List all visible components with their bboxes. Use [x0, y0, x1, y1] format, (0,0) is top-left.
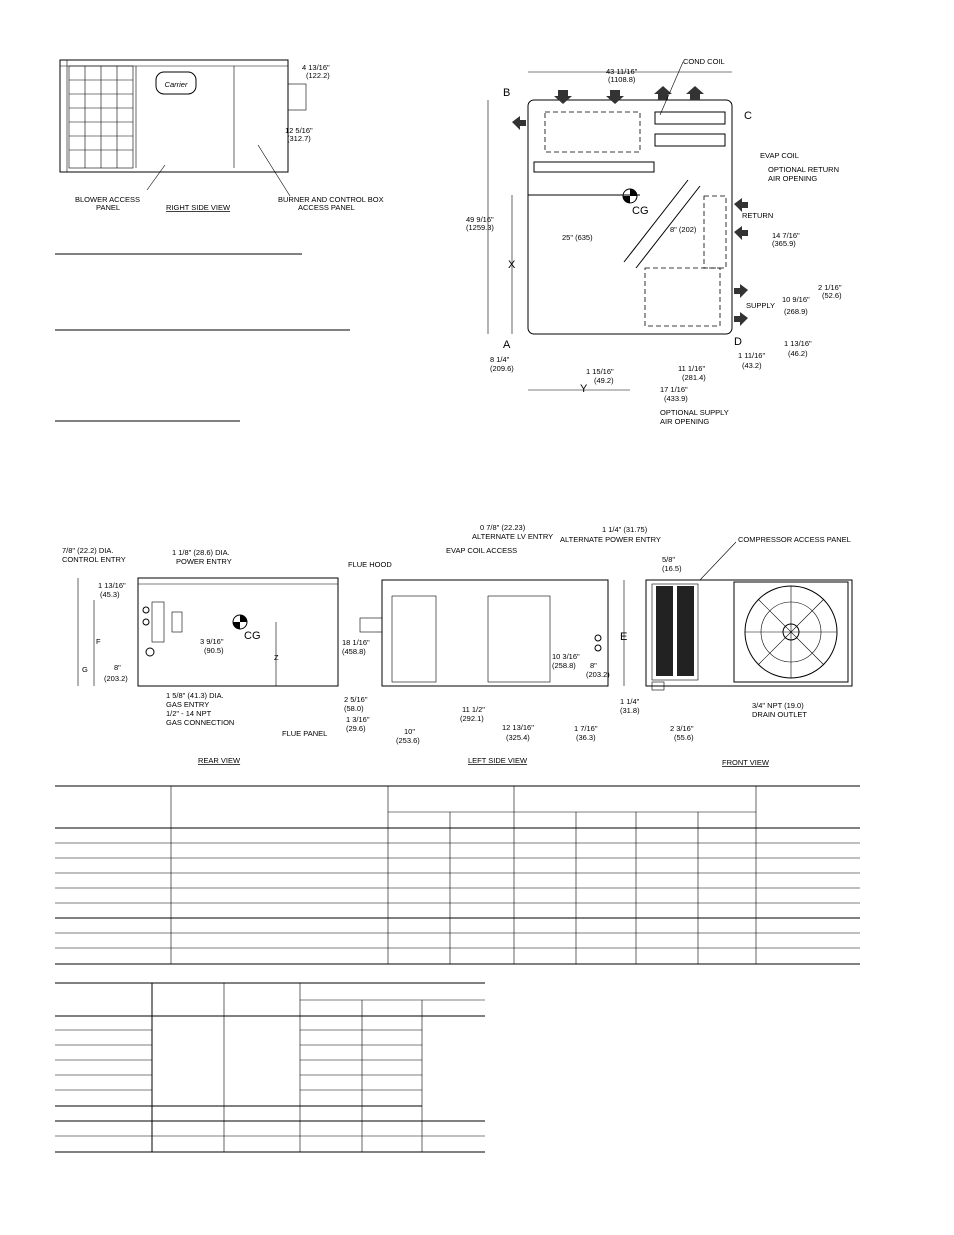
svg-text:(16.5): (16.5) — [662, 564, 682, 573]
svg-text:(433.9): (433.9) — [664, 394, 688, 403]
svg-text:F: F — [96, 637, 101, 646]
svg-text:GAS ENTRY: GAS ENTRY — [166, 700, 210, 709]
svg-text:1 11/16": 1 11/16" — [738, 351, 766, 360]
svg-text:(365.9): (365.9) — [772, 239, 796, 248]
rear-unit-outline — [138, 578, 338, 686]
rear-view-title: REAR VIEW — [198, 756, 241, 765]
blower-access-label: BLOWER ACCESS — [75, 195, 141, 204]
svg-text:0 7/8" (22.23): 0 7/8" (22.23) — [480, 523, 526, 532]
svg-text:(43.2): (43.2) — [742, 361, 762, 370]
svg-text:(49.2): (49.2) — [594, 376, 614, 385]
supply-arrow — [734, 312, 748, 326]
svg-text:X: X — [508, 259, 516, 271]
svg-text:11 1/2": 11 1/2" — [462, 705, 485, 714]
svg-text:7/8" (22.2) DIA.: 7/8" (22.2) DIA. — [62, 546, 114, 555]
svg-text:(253.6): (253.6) — [396, 736, 420, 745]
svg-text:8": 8" — [590, 661, 597, 670]
svg-text:GAS CONNECTION: GAS CONNECTION — [166, 718, 235, 727]
svg-text:10": 10" — [404, 727, 416, 736]
cond-coil-label: COND COIL — [683, 57, 725, 66]
cond-coil-side — [534, 162, 654, 172]
burner-access-label: BURNER AND CONTROL BOX — [278, 195, 384, 204]
svg-text:(258.8): (258.8) — [552, 661, 576, 670]
optional-supply-opening — [645, 268, 720, 326]
right-side-grille — [69, 66, 133, 168]
svg-text:1 1/8" (28.6) DIA.: 1 1/8" (28.6) DIA. — [172, 548, 230, 557]
svg-text:(203.2): (203.2) — [586, 670, 610, 679]
svg-text:8": 8" — [114, 663, 121, 672]
top-fan-outline — [545, 112, 640, 152]
svg-text:2 1/16": 2 1/16" — [818, 283, 842, 292]
optional-return-opening — [704, 196, 726, 268]
svg-text:3 9/16": 3 9/16" — [200, 637, 224, 646]
svg-text:11 1/16": 11 1/16" — [678, 364, 706, 373]
svg-text:(45.3): (45.3) — [100, 590, 120, 599]
return-arrow — [734, 198, 748, 212]
front-louver — [677, 586, 694, 676]
svg-text:(122.2): (122.2) — [306, 71, 330, 80]
supply-label: SUPPLY — [746, 301, 776, 310]
airflow-arrow — [554, 90, 572, 104]
compressor-access-label: COMPRESSOR ACCESS PANEL — [738, 535, 851, 544]
top-view — [466, 57, 842, 426]
svg-text:18 1/16": 18 1/16" — [342, 638, 370, 647]
airflow-arrow — [606, 90, 624, 104]
svg-text:Y: Y — [580, 383, 588, 395]
control-entry-hole — [143, 607, 149, 613]
svg-text:10 9/16": 10 9/16" — [782, 295, 810, 304]
left-side-view-title: LEFT SIDE VIEW — [468, 756, 528, 765]
svg-text:OPTIONAL SUPPLY: OPTIONAL SUPPLY — [660, 408, 729, 417]
svg-text:(1108.8): (1108.8) — [608, 75, 636, 84]
top-view-unit-outline — [528, 100, 732, 334]
right-side-view-title: RIGHT SIDE VIEW — [166, 203, 231, 212]
gas-entry-hole — [146, 648, 154, 656]
svg-text:(1259.3): (1259.3) — [466, 223, 494, 232]
svg-text:(52.6): (52.6) — [822, 291, 842, 300]
airflow-arrow — [686, 86, 704, 100]
evap-coil-label: EVAP COIL — [760, 151, 799, 160]
left-side-panel — [392, 596, 436, 682]
rear-view — [62, 546, 338, 765]
return-label: RETURN — [742, 211, 774, 220]
svg-text:POWER ENTRY: POWER ENTRY — [176, 557, 232, 566]
dim-4-13-16: 4 13/16" — [302, 63, 330, 72]
svg-text:1/2" - 14 NPT: 1/2" - 14 NPT — [166, 709, 212, 718]
svg-text:Z: Z — [274, 653, 279, 662]
evap-coil-access-label: EVAP COIL ACCESS — [446, 546, 518, 555]
svg-text:1 15/16": 1 15/16" — [586, 367, 614, 376]
svg-text:ALTERNATE LV ENTRY: ALTERNATE LV ENTRY — [472, 532, 554, 541]
right-side-unit-outline — [60, 60, 288, 172]
svg-text:ACCESS PANEL: ACCESS PANEL — [298, 203, 355, 212]
clearance-table-grid — [55, 983, 485, 1152]
svg-text:(203.2): (203.2) — [104, 674, 128, 683]
rear-vent — [152, 602, 164, 642]
svg-text:(46.2): (46.2) — [788, 349, 808, 358]
svg-text:43 11/16": 43 11/16" — [606, 67, 638, 76]
svg-text:(292.1): (292.1) — [460, 714, 484, 723]
dim-12-5-16: 12 5/16" — [285, 126, 313, 135]
svg-text:1 3/16": 1 3/16" — [346, 715, 370, 724]
evap-coil-access-panel — [488, 596, 550, 682]
svg-text:(458.8): (458.8) — [342, 647, 366, 656]
svg-text:(325.4): (325.4) — [506, 733, 530, 742]
svg-text:OPTIONAL RETURN: OPTIONAL RETURN — [768, 165, 839, 174]
flue-hood-label: FLUE HOOD — [348, 560, 392, 569]
svg-text:49 9/16": 49 9/16" — [466, 215, 494, 224]
svg-text:D: D — [734, 336, 742, 348]
svg-text:2 3/16": 2 3/16" — [670, 724, 694, 733]
svg-text:8" (202): 8" (202) — [670, 225, 697, 234]
left-side-view — [342, 523, 661, 765]
svg-text:DRAIN OUTLET: DRAIN OUTLET — [752, 710, 808, 719]
svg-text:ALTERNATE POWER ENTRY: ALTERNATE POWER ENTRY — [560, 535, 661, 544]
svg-text:(31.8): (31.8) — [620, 706, 640, 715]
dimension-table-grid — [55, 786, 860, 964]
airflow-arrow — [512, 116, 526, 130]
svg-text:(281.4): (281.4) — [682, 373, 706, 382]
svg-text:G: G — [82, 665, 88, 674]
svg-text:14 7/16": 14 7/16" — [772, 231, 800, 240]
svg-text:(58.0): (58.0) — [344, 704, 364, 713]
svg-text:3/4" NPT (19.0): 3/4" NPT (19.0) — [752, 701, 804, 710]
flue-hood — [360, 618, 382, 632]
svg-text:AIR OPENING: AIR OPENING — [660, 417, 710, 426]
svg-text:(268.9): (268.9) — [784, 307, 808, 316]
return-arrow — [734, 226, 748, 240]
svg-text:25" (635): 25" (635) — [562, 233, 593, 242]
front-view — [620, 535, 852, 767]
svg-text:CONTROL ENTRY: CONTROL ENTRY — [62, 555, 126, 564]
svg-text:10 3/16": 10 3/16" — [552, 652, 580, 661]
svg-text:1 1/4" (31.75): 1 1/4" (31.75) — [602, 525, 648, 534]
svg-text:2 5/16": 2 5/16" — [344, 695, 368, 704]
svg-text:E: E — [620, 631, 628, 643]
right-side-view — [60, 60, 384, 212]
svg-text:1 1/4": 1 1/4" — [620, 697, 640, 706]
svg-text:PANEL: PANEL — [96, 203, 121, 212]
flue-hood-side — [288, 84, 306, 110]
svg-text:B: B — [503, 87, 511, 99]
carrier-logo-text: Carrier — [164, 80, 188, 89]
svg-text:CG: CG — [244, 630, 261, 642]
svg-text:1 13/16": 1 13/16" — [784, 339, 812, 348]
svg-text:1 5/8" (41.3) DIA.: 1 5/8" (41.3) DIA. — [166, 691, 224, 700]
svg-text:AIR OPENING: AIR OPENING — [768, 174, 818, 183]
svg-text:8 1/4": 8 1/4" — [490, 355, 510, 364]
svg-text:A: A — [503, 339, 511, 351]
cond-coil-upper — [655, 112, 725, 124]
svg-text:(55.6): (55.6) — [674, 733, 694, 742]
svg-text:(36.3): (36.3) — [576, 733, 596, 742]
svg-text:(29.6): (29.6) — [346, 724, 366, 733]
svg-text:(90.5): (90.5) — [204, 646, 224, 655]
svg-text:(312.7): (312.7) — [287, 134, 311, 143]
cond-coil-lower — [655, 134, 725, 146]
svg-text:FLUE PANEL: FLUE PANEL — [282, 729, 328, 738]
power-entry-hole — [143, 619, 149, 625]
cg-label: CG — [632, 205, 649, 217]
svg-text:12 13/16": 12 13/16" — [502, 723, 534, 732]
svg-text:1 13/16": 1 13/16" — [98, 581, 126, 590]
svg-text:C: C — [744, 110, 752, 122]
front-view-title: FRONT VIEW — [722, 758, 769, 767]
front-louver — [656, 586, 673, 676]
svg-text:5/8": 5/8" — [662, 555, 676, 564]
svg-text:(209.6): (209.6) — [490, 364, 514, 373]
supply-arrow — [734, 284, 748, 298]
svg-text:17 1/16": 17 1/16" — [660, 385, 688, 394]
svg-text:1 7/16": 1 7/16" — [574, 724, 598, 733]
